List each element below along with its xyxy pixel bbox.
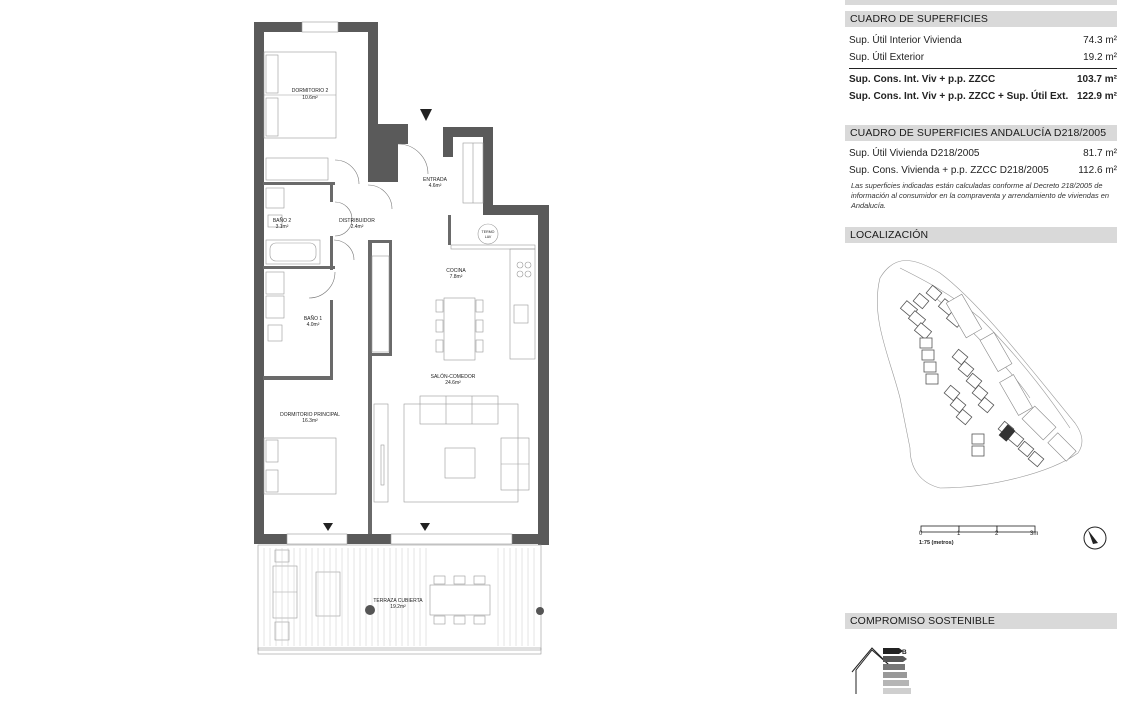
row-label: Sup. Útil Interior Vivienda: [849, 35, 962, 46]
room-name: DORMITORIO 2: [291, 88, 329, 94]
scale-tick: 3m: [1030, 531, 1039, 537]
room-area: 10.6m²: [302, 95, 318, 101]
scale-tick: 1: [957, 531, 961, 537]
row-value: 19.2 m²: [1083, 52, 1117, 63]
window-arrow-icon: [323, 523, 333, 531]
row-value: 74.3 m²: [1083, 35, 1117, 46]
andalucia-title: CUADRO DE SUPERFICIES ANDALUCÍA D218/2005: [845, 125, 1117, 141]
row-label: Sup. Útil Vivienda D218/2005: [849, 148, 980, 159]
row-label: Sup. Cons. Int. Viv + p.p. ZZCC: [849, 74, 996, 85]
superficies-title: CUADRO DE SUPERFICIES: [845, 11, 1117, 27]
row-value: 112.6 m²: [1078, 165, 1117, 176]
divider: [849, 68, 1117, 69]
termo-label: TERMO: [481, 230, 495, 234]
termo-sub-label: LAV: [484, 235, 492, 239]
andalucia-table: [845, 125, 1117, 211]
superficies-table: [845, 11, 1117, 105]
superficies-total-row: [845, 71, 1117, 88]
plan-details: [258, 22, 541, 654]
north-arrow-icon: [1081, 524, 1109, 552]
terrace-post-icon: [536, 607, 544, 615]
room-name: BAÑO 2: [272, 218, 292, 224]
andalucia-row: [845, 162, 1117, 179]
room-name: BAÑO 1: [303, 316, 323, 322]
room-area: 7.8m²: [449, 274, 463, 280]
room-name: SALÓN-COMEDOR: [430, 374, 476, 380]
scale-tick: 2: [995, 531, 999, 537]
superficies-total-row: [845, 88, 1117, 105]
sostenible-section: [845, 613, 1117, 629]
energy-rating-letter: B: [902, 649, 907, 656]
row-label: Sup. Cons. Vivienda + p.p. ZZCC D218/2005: [849, 165, 1049, 176]
sostenible-title: COMPROMISO SOSTENIBLE: [845, 613, 1117, 629]
window-arrow-icon: [420, 523, 430, 531]
row-label: Sup. Útil Exterior: [849, 52, 925, 63]
room-area: 3.1m²: [275, 224, 289, 230]
scale-label: 1:75 (metros): [919, 540, 954, 546]
superficies-row: [845, 49, 1117, 66]
exterior-walls: [254, 22, 549, 545]
room-name: COCINA: [446, 268, 466, 274]
top-bar: [845, 0, 1117, 5]
row-value: 103.7 m²: [1076, 74, 1117, 85]
entrance-arrow-icon: [420, 109, 432, 121]
room-name: ENTRADA: [423, 177, 447, 183]
interior-walls: [263, 182, 451, 534]
scale-tick: 0: [919, 531, 923, 537]
site-map: [860, 248, 1100, 498]
room-name: TERRAZA CUBIERTA: [373, 598, 423, 604]
room-area: 16.3m²: [302, 418, 318, 424]
room-area: 4.0m²: [306, 322, 320, 328]
terrace-decking: [264, 548, 534, 646]
localizacion-section: [845, 227, 1117, 243]
room-area: 24.6m²: [445, 380, 461, 386]
energy-rating-icon: [850, 642, 920, 698]
room-area: 4.6m²: [428, 183, 442, 189]
terrace-post-icon: [365, 605, 375, 615]
row-label: Sup. Cons. Int. Viv + p.p. ZZCC + Sup. Útil Ext.: [849, 91, 1069, 102]
andalucia-row: [845, 145, 1117, 162]
room-name: DORMITORIO PRINCIPAL: [280, 412, 340, 418]
localizacion-title: LOCALIZACIÓN: [845, 227, 1117, 243]
andalucia-note: Las superficies indicadas están calculadas conforme al Decreto 218/2005 de información al consumidor en la compraventa y arrendamiento de viviendas en Andalucía.: [851, 181, 1109, 210]
room-name: DISTRIBUIDOR: [339, 218, 375, 224]
scale-bar-graphic: [918, 523, 1043, 537]
scale-bar: [918, 523, 1043, 553]
room-area: 2.4m²: [350, 224, 364, 230]
superficies-row: [845, 32, 1117, 49]
room-area: 19.2m²: [390, 604, 406, 610]
row-value: 81.7 m²: [1083, 148, 1117, 159]
row-value: 122.9 m²: [1076, 91, 1117, 102]
